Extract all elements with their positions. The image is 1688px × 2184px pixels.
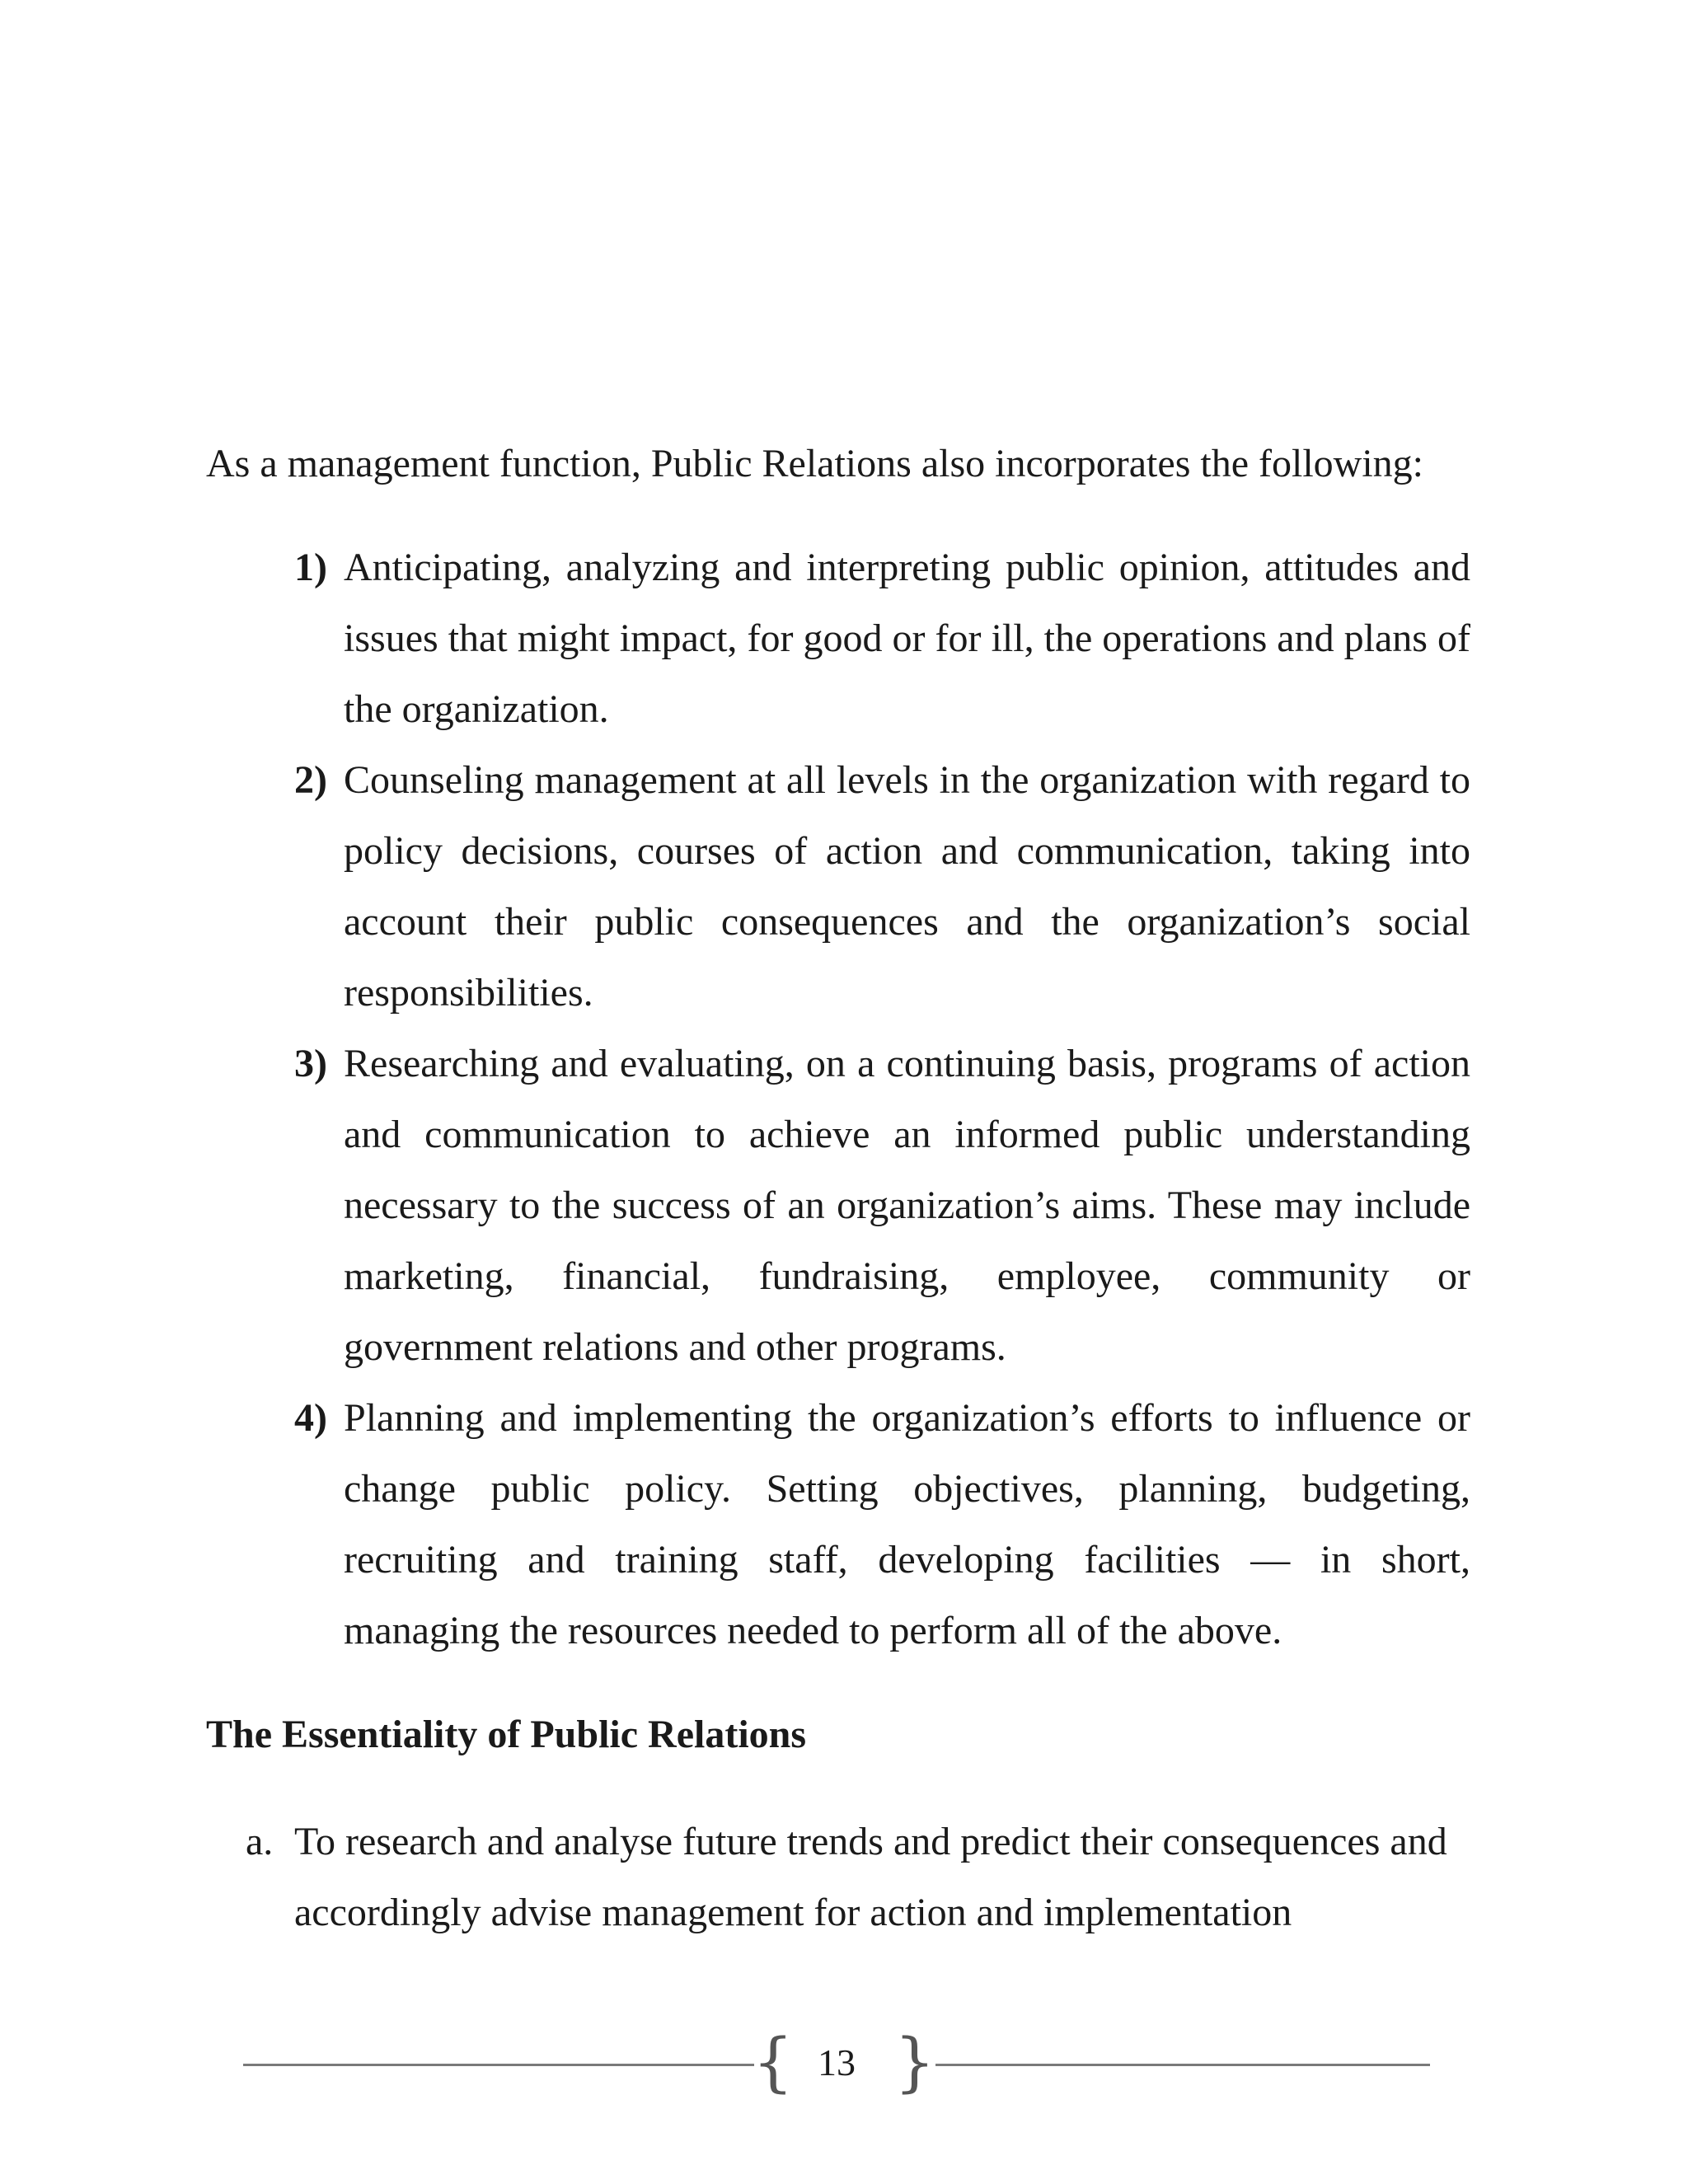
footer-rule-left [243,2064,754,2066]
list-item-text: Anticipating, analyzing and interpreting public opinion, attitudes and issues that might impact, for good or for ill, the operations and plans of the organization. [344,546,1470,731]
list-item [206,745,1470,1029]
footer-rule-right [935,2064,1430,2066]
list-item [206,1383,1470,1666]
page-content [206,429,1470,1948]
right-brace-ornament: } [894,2026,935,2100]
numbered-list [206,532,1470,1666]
lettered-list [206,1807,1470,1948]
list-marker: 2) [294,758,327,802]
list-item [206,532,1470,745]
page-number: 13 [818,2041,856,2083]
list-item-text: Planning and implementing the organization’s efforts to influence or change public policy. Setting objectives, planning, budgeting, recruiting and training staff, developing facilities — in short, managing the resources needed to perform all of the above. [344,1396,1470,1652]
list-item-text: To research and analyse future trends and predict their consequences and accordingly advise management for action and implementation [294,1820,1447,1934]
list-item [206,1807,1470,1948]
list-marker: 1) [294,546,327,589]
left-brace-ornament: { [753,2026,794,2100]
list-marker: 4) [294,1396,327,1440]
list-item-text: Counseling management at all levels in the organization with regard to policy decisions, courses of action and communication, taking into account their public consequences and the organization’s social responsibilities. [344,758,1470,1015]
list-marker: a. [246,1820,274,1863]
section-heading: The Essentiality of Public Relations [206,1713,807,1756]
list-item-text: Researching and evaluating, on a continuing basis, programs of action and communication to achieve an informed public understanding necessary to the success of an organization’s aims. These may include marketing, financial, fundraising, employee, community or government relations and other programs. [344,1042,1470,1369]
intro-paragraph: As a management function, Public Relations also incorporates the following: [206,442,1424,485]
page-footer [243,2026,1430,2100]
list-marker: 3) [294,1042,327,1085]
list-item [206,1029,1470,1383]
